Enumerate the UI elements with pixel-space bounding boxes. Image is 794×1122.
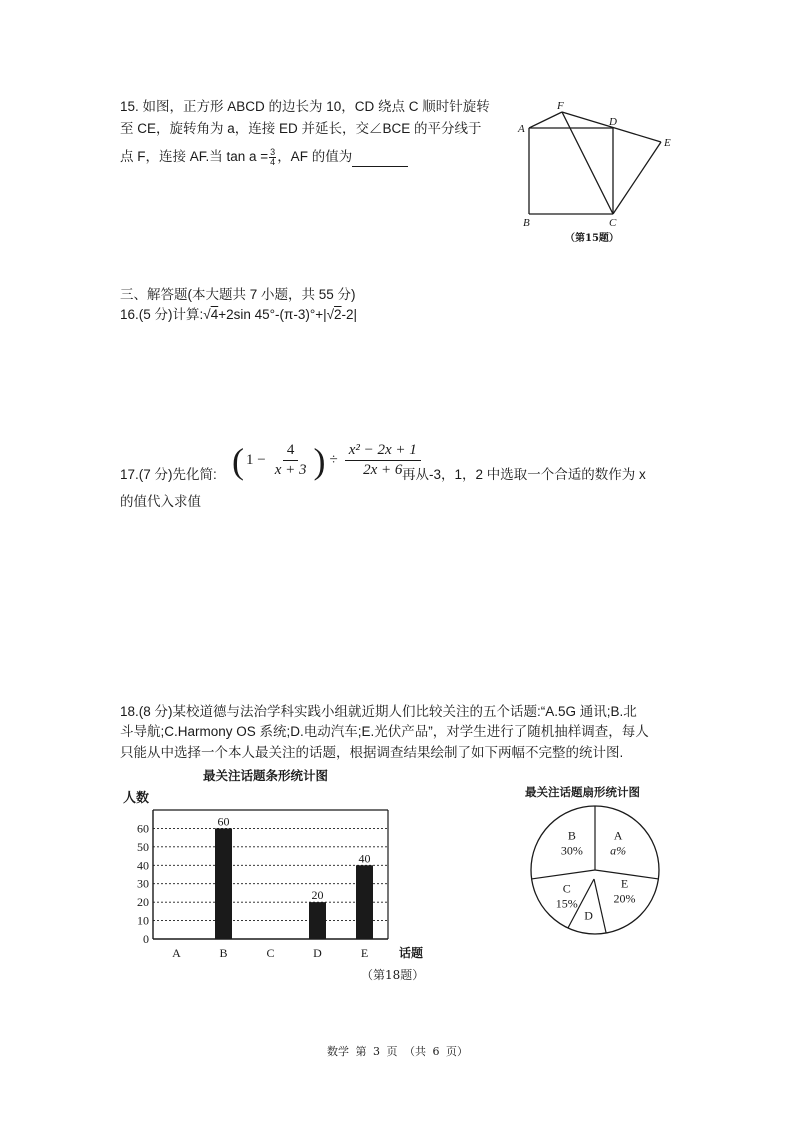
bar-d <box>309 902 326 939</box>
answer-blank <box>352 152 408 167</box>
x-tick-label: C <box>266 946 275 960</box>
q18-figure-caption: （第18题） <box>361 968 425 982</box>
q15-fraction-den: 4 <box>270 156 276 167</box>
y-tick-label: 0 <box>143 932 149 946</box>
q18-line-2: 斗导航;C.Harmony OS 系统;D.电动汽车;E.光伏产品”，对学生进行了随机抽样调查，每人 <box>120 724 649 739</box>
gridlines <box>153 828 388 920</box>
q17-line-2: 的值代入求值 <box>120 494 201 509</box>
boundary-c-b <box>532 870 595 879</box>
x-tick-label: A <box>172 946 181 960</box>
q17-one-minus: 1 − <box>246 452 266 468</box>
y-tick-label: 50 <box>137 839 149 854</box>
pie-slice-label-a: A <box>613 828 623 843</box>
q16-radicand-2: 2 <box>334 307 342 322</box>
bar-chart-title: 最关注话题条形统计图 <box>203 768 329 783</box>
point-b-label: B <box>523 217 530 229</box>
q17-divide-sign: ÷ <box>329 452 338 468</box>
bar-e <box>356 865 373 939</box>
x-tick-label: D <box>313 946 322 960</box>
pie-slice-label-b: B <box>567 828 576 843</box>
q15-figure-caption: （第15题） <box>565 233 619 244</box>
segment-fc <box>562 112 613 214</box>
q15-geometry-figure <box>510 96 685 256</box>
q15-line-3-text-b: ，AF 的值为 <box>277 149 353 164</box>
data-label: 20 <box>311 888 324 903</box>
q17-fraction-1-den: x + 3 <box>274 462 307 478</box>
q15-line-3-text-a: 点 F，连接 AF.当 tan a = <box>120 149 269 164</box>
data-labels <box>218 814 371 902</box>
x-axis-label: 话题 <box>399 946 424 960</box>
point-f-label: F <box>557 100 564 112</box>
q17-instruction: 再从-3，1，2 中选取一个合适的数作为 x <box>402 467 646 482</box>
q15-fraction <box>269 148 276 167</box>
y-tick-labels <box>137 821 149 946</box>
y-tick-label: 30 <box>137 876 149 891</box>
pie-slice-value-c: 15% <box>555 896 578 911</box>
q16-prefix: 16.(5 分)计算:√ <box>120 307 211 322</box>
segment-af <box>529 112 562 128</box>
q15-line-1: 15. 如图，正方形 ABCD 的边长为 10，CD 绕点 C 顺时针旋转 <box>120 99 490 114</box>
pie-slice-value-e: 20% <box>613 891 636 906</box>
q15-fraction-num: 3 <box>270 146 276 157</box>
pie-slice-label-e: E <box>620 876 629 891</box>
pie-slice-value-a: a% <box>610 843 627 858</box>
q17-fraction-1 <box>271 442 311 479</box>
point-a-label: A <box>518 123 525 135</box>
pie-slice-label-d: D <box>584 908 593 923</box>
left-paren: ( <box>232 440 244 481</box>
y-tick-label: 20 <box>137 895 149 910</box>
pie-slice-label-c: C <box>562 881 571 896</box>
q17-fraction-1-num: 4 <box>283 442 299 461</box>
y-axis-label: 人数 <box>123 791 150 806</box>
pie-slice-value-b: 30% <box>560 843 583 858</box>
q18-line-3: 只能从中选择一个本人最关注的话题，根据调查结果绘制了如下两幅不完整的统计图. <box>120 745 624 760</box>
data-label: 40 <box>358 851 371 866</box>
page-footer: 数学 第 3 页 （共 6 页） <box>327 1045 468 1058</box>
bar-b <box>215 828 232 939</box>
q16-middle: +2sin 45°-(π-3)°+|√ <box>218 307 335 322</box>
q18-line-1: 18.(8 分)某校道德与法治学科实践小组就近期人们比较关注的五个话题:“A.5G 通讯;B.北 <box>120 704 637 719</box>
right-paren: ) <box>313 440 326 481</box>
data-label: 60 <box>217 814 230 829</box>
pie-chart-title: 最关注话题扇形统计图 <box>525 785 640 799</box>
segment-ec <box>613 142 661 214</box>
y-tick-label: 60 <box>137 821 149 836</box>
q16-line <box>120 305 357 325</box>
bar-chart <box>118 765 438 990</box>
pie-chart <box>525 800 670 945</box>
q15-line-2: 至 CE，旋转角为 a，连接 ED 并延长，交∠BCE 的平分线于 <box>120 121 482 136</box>
x-tick-label: E <box>360 946 369 960</box>
x-tick-labels <box>172 946 368 960</box>
y-tick-label: 40 <box>137 858 149 873</box>
point-c-label: C <box>609 217 617 229</box>
q17-fraction-2-den: 2x + 6 <box>363 462 403 478</box>
pie-labels <box>556 828 636 922</box>
y-tick-label: 10 <box>137 913 149 928</box>
q16-radicand-1: 4 <box>210 307 219 322</box>
q16-suffix: -2| <box>341 307 358 322</box>
q17-fraction-2-num: x² − 2x + 1 <box>345 442 421 461</box>
boundary-e-d <box>594 879 606 933</box>
point-e-label: E <box>664 137 671 149</box>
q17-prefix: 17.(7 分)先化简: <box>120 467 217 482</box>
q15-line-3 <box>120 147 408 167</box>
point-d-label: D <box>609 116 617 128</box>
pie-slices <box>531 806 659 934</box>
section-3-heading: 三、解答题(本大题共 7 小题，共 55 分) <box>120 287 356 302</box>
x-tick-label: B <box>219 946 228 960</box>
q17-expression <box>232 442 424 479</box>
